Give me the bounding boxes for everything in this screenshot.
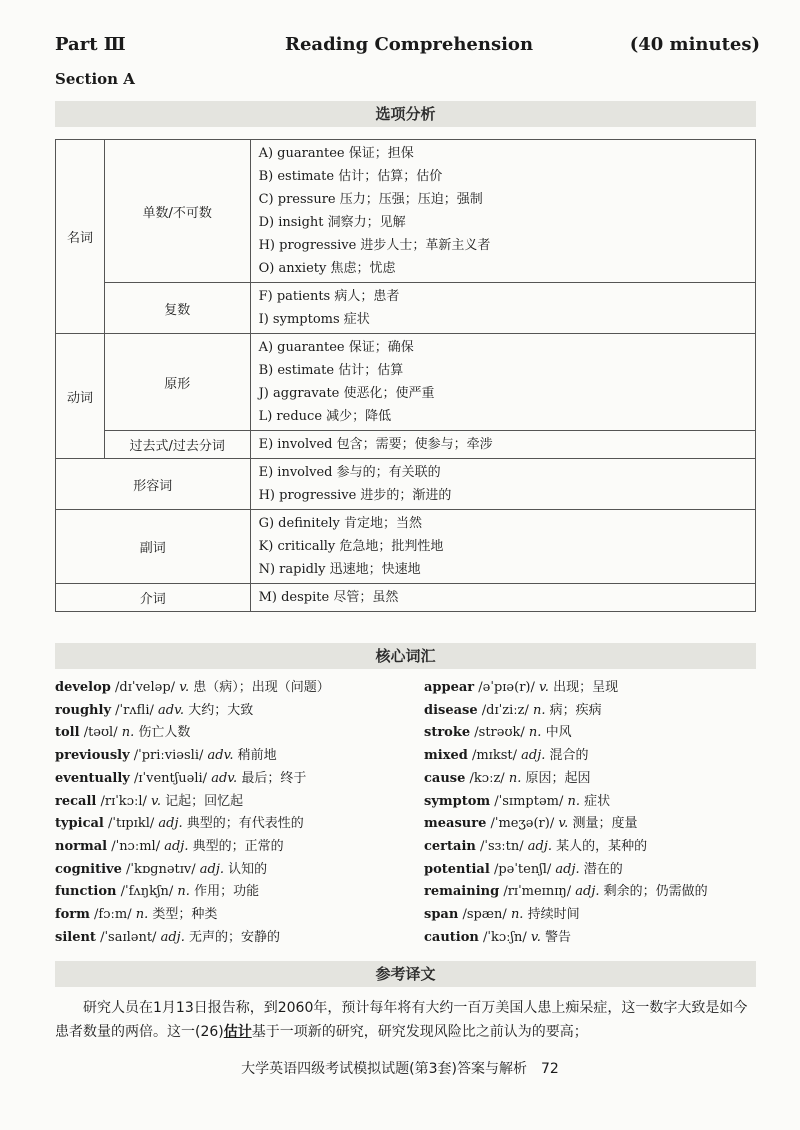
vocab-pos: n. xyxy=(532,702,546,718)
table-row xyxy=(56,510,756,584)
vocab-meaning: 典型的；有代表性的 xyxy=(186,816,304,832)
vocab-phonetic: /fɔːm/ xyxy=(94,907,132,923)
vocab-meaning: 症状 xyxy=(584,793,611,809)
vocab-meaning: 剩余的；仍需做的 xyxy=(603,884,708,900)
option-item: B) estimate 估计；估算；估价 xyxy=(258,169,443,184)
vocab-pos: adj. xyxy=(527,838,552,854)
vocab-word: caution xyxy=(424,929,479,945)
vocab-pos: n. xyxy=(510,907,524,923)
vocab-entry xyxy=(424,881,764,904)
vocab-meaning: 作用；功能 xyxy=(194,884,260,900)
vocab-pos: v. xyxy=(539,680,549,695)
options-table xyxy=(55,139,756,612)
section-label: Section A xyxy=(55,70,135,88)
noun-singular-label: 单数/不可数 xyxy=(104,140,250,283)
vocab-word: roughly xyxy=(55,702,112,718)
option-item: M) despite 尽管；虽然 xyxy=(258,590,399,605)
vocab-entry xyxy=(424,768,764,791)
vocab-meaning: 混合的 xyxy=(549,748,589,764)
verb-base-label: 原形 xyxy=(104,334,250,431)
vocab-phonetic: /ˈmeʒə(r)/ xyxy=(490,816,555,832)
vocab-phonetic: /dɪˈveləp/ xyxy=(115,680,176,695)
vocab-meaning: 无声的；安静的 xyxy=(188,929,280,945)
vocab-word: measure xyxy=(424,816,487,832)
vocab-word: cognitive xyxy=(55,861,122,877)
vocab-meaning: 中风 xyxy=(545,725,572,741)
vocab-meaning: 潜在的 xyxy=(583,861,623,877)
option-item: A) guarantee 保证；担保 xyxy=(258,146,414,161)
vocab-entry xyxy=(55,700,410,723)
vocab-phonetic: /ˈkɔːʃn/ xyxy=(483,929,527,945)
translation-highlight: 估计 xyxy=(223,1024,252,1040)
vocab-entry xyxy=(55,927,410,950)
vocab-entry xyxy=(424,927,764,950)
vocab-pos: adj. xyxy=(555,861,580,877)
vocab-phonetic: /spæn/ xyxy=(462,907,507,923)
vocab-phonetic: /rɪˈkɔːl/ xyxy=(100,793,147,809)
page-header xyxy=(55,34,760,58)
vocab-word: potential xyxy=(424,861,490,877)
table-row xyxy=(56,140,756,283)
option-item: N) rapidly 迅速地；快速地 xyxy=(258,562,421,577)
adjective-label: 形容词 xyxy=(56,459,251,510)
vocab-pos: n. xyxy=(135,907,149,923)
vocab-pos: adv. xyxy=(211,770,238,786)
option-item: A) guarantee 保证；确保 xyxy=(258,340,414,355)
vocab-pos: v. xyxy=(530,929,541,945)
vocab-pos: n. xyxy=(177,884,190,900)
option-item: J) aggravate 使恶化；使严重 xyxy=(258,386,435,401)
options-heading: 选项分析 xyxy=(55,101,756,127)
vocab-entry xyxy=(424,745,764,768)
translation-text-before: 研究人员在1月13日报告称，到2060年，预计每年将有大约一百万美国人患上痴呆症，这一数字大致是如今患者数量的两倍。这一(26) xyxy=(55,1000,748,1040)
option-item: L) reduce 减少；降低 xyxy=(258,409,392,424)
vocab-phonetic: /dɪˈziːz/ xyxy=(481,702,529,718)
vocab-entry xyxy=(424,904,764,927)
vocab-phonetic: /ˈtɪpɪkl/ xyxy=(108,816,155,832)
option-item: D) insight 洞察力；见解 xyxy=(258,215,406,230)
vocab-word: function xyxy=(55,884,117,900)
vocab-word: stroke xyxy=(424,725,471,741)
vocab-meaning: 测量；度量 xyxy=(572,816,638,832)
vocab-word: disease xyxy=(424,702,478,718)
option-item: C) pressure 压力；压强；压迫；强制 xyxy=(258,192,483,207)
part-title: Reading Comprehension xyxy=(285,34,534,55)
option-item: I) symptoms 症状 xyxy=(258,312,370,327)
vocab-phonetic: /ˈsɪmptəm/ xyxy=(494,793,564,809)
vocab-pos: n. xyxy=(121,725,135,741)
vocab-pos: adv. xyxy=(158,702,185,718)
verb-label: 动词 xyxy=(56,334,105,459)
noun-singular-items xyxy=(250,140,755,283)
vocab-heading: 核心词汇 xyxy=(55,643,756,669)
option-item: B) estimate 估计；估算 xyxy=(258,363,404,378)
page-footer: 大学英语四级考试模拟试题(第3套)答案与解析 72 xyxy=(241,1061,559,1077)
vocab-entry xyxy=(424,722,764,745)
vocab-meaning: 典型的；正常的 xyxy=(192,838,284,854)
vocab-meaning: 认知的 xyxy=(228,861,268,877)
vocab-meaning: 某人的，某种的 xyxy=(556,838,648,854)
table-row xyxy=(56,584,756,612)
vocab-word: form xyxy=(55,907,90,923)
vocab-word: develop xyxy=(55,680,111,695)
vocab-phonetic: /rɪˈmeɪnɪŋ/ xyxy=(503,884,572,900)
vocab-phonetic: /ˈpriːviəsli/ xyxy=(133,748,204,764)
time-limit: (40 minutes) xyxy=(629,34,760,55)
vocab-phonetic: /ɪˈventʃuəli/ xyxy=(134,770,208,786)
vocab-entry xyxy=(55,768,410,791)
vocab-pos: adj. xyxy=(199,861,225,877)
vocab-pos: n. xyxy=(567,793,581,809)
vocab-phonetic: /kɔːz/ xyxy=(469,770,505,786)
vocab-phonetic: /ˈfʌŋkʃn/ xyxy=(120,884,174,900)
option-item: G) definitely 肯定地；当然 xyxy=(258,516,422,531)
vocab-entry xyxy=(55,859,410,882)
vocab-meaning: 病；疾病 xyxy=(549,702,602,718)
verb-past-items xyxy=(250,431,755,459)
vocab-entry xyxy=(55,904,410,927)
noun-plural-label: 复数 xyxy=(104,283,250,334)
preposition-items xyxy=(250,584,755,612)
vocab-entry xyxy=(424,791,764,814)
option-item: E) involved 参与的；有关联的 xyxy=(258,465,441,480)
table-row xyxy=(56,283,756,334)
part-label: Part Ⅲ xyxy=(55,34,126,55)
adverb-items xyxy=(250,510,755,584)
vocab-phonetic: /strəʊk/ xyxy=(474,725,525,741)
vocab-meaning: 警告 xyxy=(545,929,572,945)
vocab-phonetic: /ˈkɒɡnətɪv/ xyxy=(125,861,196,877)
vocab-meaning: 原因；起因 xyxy=(525,770,591,786)
vocab-pos: n. xyxy=(508,770,522,786)
vocab-entry xyxy=(55,791,410,814)
preposition-label: 介词 xyxy=(56,584,251,612)
translation-paragraph xyxy=(55,996,760,1044)
vocab-pos: v. xyxy=(558,816,569,832)
vocab-phonetic: /ˈrʌfli/ xyxy=(115,702,154,718)
option-item: E) involved 包含；需要；使参与；牵涉 xyxy=(258,437,493,452)
vocab-pos: adj. xyxy=(575,884,600,900)
adverb-label: 副词 xyxy=(56,510,251,584)
vocab-phonetic: /ˈsaɪlənt/ xyxy=(100,929,157,945)
vocab-meaning: 持续时间 xyxy=(527,907,580,923)
translation-text-after: 基于一项新的研究，研究发现风险比之前认为的要高； xyxy=(251,1024,588,1040)
vocab-meaning: 记起；回忆起 xyxy=(165,793,244,809)
option-item: K) critically 危急地；批判性地 xyxy=(258,539,444,554)
vocab-pos: adj. xyxy=(158,816,183,832)
vocab-word: remaining xyxy=(424,884,500,900)
noun-label: 名词 xyxy=(56,140,105,334)
vocab-pos: adv. xyxy=(207,748,234,764)
table-row xyxy=(56,334,756,431)
vocab-pos: v. xyxy=(151,793,161,809)
vocab-meaning: 大约；大致 xyxy=(188,702,254,718)
vocab-word: silent xyxy=(55,929,96,945)
vocab-entry xyxy=(55,881,410,904)
vocab-phonetic: /mɪkst/ xyxy=(471,748,517,764)
vocab-entry xyxy=(55,722,410,745)
vocab-word: previously xyxy=(55,748,130,764)
vocab-entry xyxy=(55,677,410,700)
vocab-entry xyxy=(55,836,410,859)
noun-plural-items xyxy=(250,283,755,334)
option-item: F) patients 病人；患者 xyxy=(258,289,400,304)
vocab-word: toll xyxy=(55,725,80,741)
translation-heading: 参考译文 xyxy=(55,961,756,987)
vocab-word: normal xyxy=(55,838,108,854)
verb-past-label: 过去式/过去分词 xyxy=(104,431,250,459)
vocab-entry xyxy=(424,859,764,882)
option-item: O) anxiety 焦虑；忧虑 xyxy=(258,261,396,276)
vocab-meaning: 类型；种类 xyxy=(152,907,218,923)
vocab-word: appear xyxy=(424,680,475,695)
vocab-word: typical xyxy=(55,816,104,832)
vocab-meaning: 稍前地 xyxy=(237,748,277,764)
vocab-phonetic: /ˈsɜːtn/ xyxy=(480,838,524,854)
vocab-meaning: 出现；呈现 xyxy=(553,680,619,695)
vocab-word: recall xyxy=(55,793,97,809)
vocab-pos: adj. xyxy=(521,748,546,764)
vocab-word: cause xyxy=(424,770,466,786)
vocab-pos: adj. xyxy=(160,929,185,945)
adjective-items xyxy=(250,459,755,510)
vocab-phonetic: /əˈpɪə(r)/ xyxy=(478,680,535,695)
vocab-entry xyxy=(424,836,764,859)
vocab-entry xyxy=(424,813,764,836)
option-item: H) progressive 进步的；渐进的 xyxy=(258,488,452,503)
table-row xyxy=(56,431,756,459)
vocab-meaning: 患（病）；出现（问题） xyxy=(193,680,330,695)
vocab-phonetic: /pəˈtenʃl/ xyxy=(493,861,552,877)
vocab-entry xyxy=(55,745,410,768)
vocab-meaning: 最后；终于 xyxy=(241,770,307,786)
vocab-phonetic: /təʊl/ xyxy=(83,725,118,741)
vocab-word: eventually xyxy=(55,770,130,786)
vocab-word: symptom xyxy=(424,793,491,809)
vocab-entry xyxy=(424,700,764,723)
vocab-meaning: 伤亡人数 xyxy=(138,725,191,741)
table-row xyxy=(56,459,756,510)
vocab-word: span xyxy=(424,907,459,923)
vocab-word: mixed xyxy=(424,748,468,764)
vocab-pos: n. xyxy=(528,725,542,741)
vocab-entry xyxy=(424,677,764,700)
vocab-word: certain xyxy=(424,838,476,854)
vocab-list-right xyxy=(424,677,764,949)
vocab-pos: v. xyxy=(179,680,190,695)
vocab-entry xyxy=(55,813,410,836)
vocab-list-left xyxy=(55,677,410,949)
vocab-phonetic: /ˈnɔːml/ xyxy=(111,838,161,854)
verb-base-items xyxy=(250,334,755,431)
vocab-pos: adj. xyxy=(164,838,189,854)
option-item: H) progressive 进步人士；革新主义者 xyxy=(258,238,491,253)
